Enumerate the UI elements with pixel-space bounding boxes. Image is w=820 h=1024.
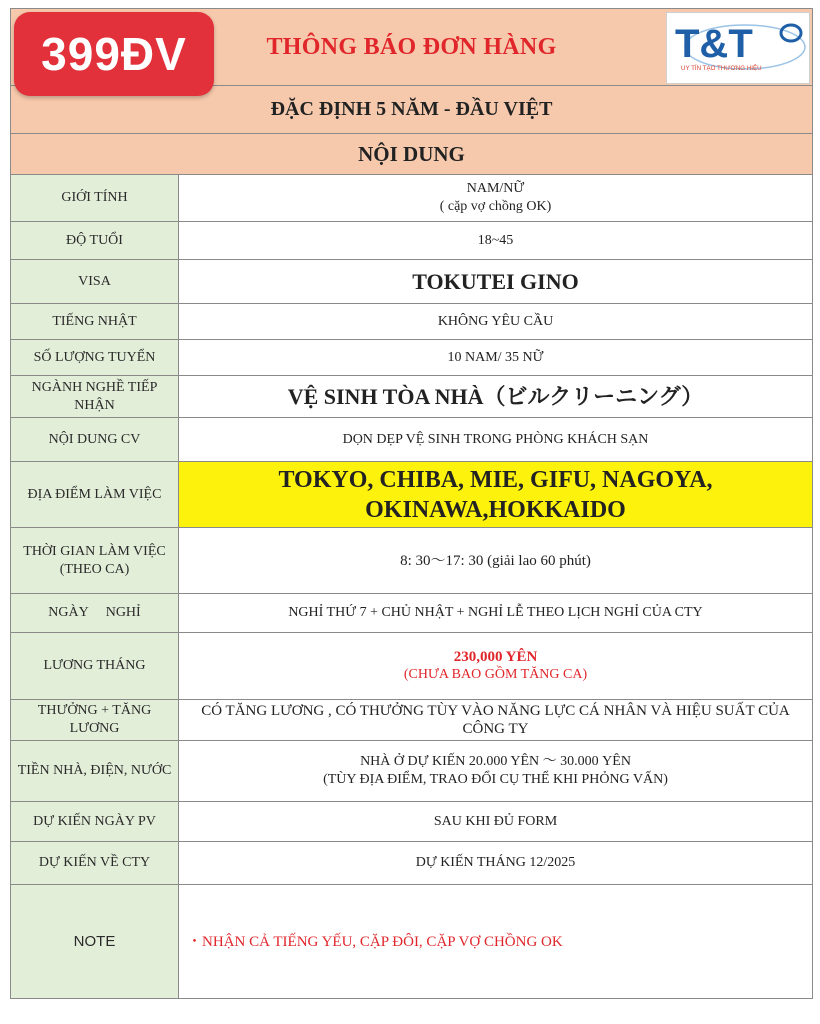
row-label-salary: LƯƠNG THÁNG: [11, 633, 179, 700]
row-label-visa: VISA: [11, 260, 179, 304]
job-notice-sheet: [10, 8, 812, 1008]
table-row: [11, 175, 813, 222]
row-label-company-arrival: DỰ KIẾN VỀ CTY: [11, 842, 179, 885]
row-label-age: ĐỘ TUỔI: [11, 222, 179, 260]
section-title: NỘI DUNG: [11, 134, 813, 175]
housing-note: (TÙY ĐỊA ĐIỂM, TRAO ĐỔI CỤ THỂ KHI PHỎNG VẤN): [323, 772, 668, 787]
row-value-japanese: KHÔNG YÊU CẦU: [179, 304, 813, 340]
table-row: [11, 528, 813, 594]
page-subtitle: ĐẶC ĐỊNH 5 NĂM - ĐẦU VIỆT: [11, 86, 813, 134]
table-row: [11, 741, 813, 802]
row-value-company-arrival: DỰ KIẾN THÁNG 12/2025: [179, 842, 813, 885]
location-line-2: OKINAWA,HOKKAIDO: [365, 496, 626, 523]
row-label-industry: NGÀNH NGHỀ TIẾP NHẬN: [11, 376, 179, 418]
table-row: [11, 700, 813, 741]
row-label-days-off: NGÀY NGHỈ: [11, 594, 179, 633]
logo-tagline: UY TÍN TẠO THƯƠNG HIỆU: [681, 65, 762, 72]
row-label-interview-date: DỰ KIẾN NGÀY PV: [11, 802, 179, 842]
table-row: [11, 594, 813, 633]
gender-value: NAM/NỮ: [466, 181, 525, 196]
row-label-note: NOTE: [11, 885, 179, 999]
row-value-location: [179, 462, 813, 528]
company-logo: [666, 12, 810, 84]
table-row: [11, 304, 813, 340]
row-value-work-time: 8: 30〜17: 30 (giải lao 60 phút): [179, 528, 813, 594]
row-value-industry: VỆ SINH TÒA NHÀ（ビルクリーニング）: [179, 376, 813, 418]
table-row: [11, 260, 813, 304]
table-row: [11, 376, 813, 418]
row-label-quantity: SỐ LƯỢNG TUYỂN: [11, 340, 179, 376]
table-row: [11, 222, 813, 260]
salary-note: (CHƯA BAO GỒM TĂNG CA): [403, 667, 588, 682]
table-row: [11, 418, 813, 462]
row-value-bonus: CÓ TĂNG LƯƠNG , CÓ THƯỞNG TÙY VÀO NĂNG LỰC CÁ NHÂN VÀ HIỆU SUẤT CỦA CÔNG TY: [179, 700, 813, 741]
table-row: [11, 885, 813, 999]
page-title: THÔNG BÁO ĐƠN HÀNG: [11, 9, 813, 86]
section-header-row: [11, 134, 813, 175]
table-row: [11, 842, 813, 885]
job-notice-table: [10, 8, 813, 999]
row-label-japanese: TIẾNG NHẬT: [11, 304, 179, 340]
row-value-salary: [179, 633, 813, 700]
row-value-quantity: 10 NAM/ 35 NỮ: [179, 340, 813, 376]
table-row: [11, 633, 813, 700]
row-value-visa: TOKUTEI GINO: [179, 260, 813, 304]
row-value-days-off: NGHỈ THỨ 7 + CHỦ NHẬT + NGHỈ LỄ THEO LỊCH NGHỈ CỦA CTY: [179, 594, 813, 633]
row-label-job-content: NỘI DUNG CV: [11, 418, 179, 462]
table-row: [11, 340, 813, 376]
row-value-interview-date: SAU KHI ĐỦ FORM: [179, 802, 813, 842]
row-value-housing: [179, 741, 813, 802]
row-label-location: ĐỊA ĐIỂM LÀM VIỆC: [11, 462, 179, 528]
row-value-age: 18~45: [179, 222, 813, 260]
row-value-gender: [179, 175, 813, 222]
salary-amount: 230,000 YÊN: [453, 649, 538, 665]
row-label-gender: GIỚI TÍNH: [11, 175, 179, 222]
row-label-bonus: THƯỞNG + TĂNG LƯƠNG: [11, 700, 179, 741]
housing-cost: NHÀ Ở DỰ KIẾN 20.000 YÊN 〜 30.000 YÊN: [360, 754, 631, 769]
row-label-work-time: THỜI GIAN LÀM VIỆC (THEO CA): [11, 528, 179, 594]
gender-note: ( cặp vợ chồng OK): [439, 199, 552, 214]
logo-mark: T&T: [675, 22, 753, 66]
row-value-note: ・NHẬN CẢ TIẾNG YẾU, CẶP ĐÔI, CẶP VỢ CHỒNG OK: [179, 885, 813, 999]
row-label-housing: TIỀN NHÀ, ĐIỆN, NƯỚC: [11, 741, 179, 802]
location-line-1: TOKYO, CHIBA, MIE, GIFU, NAGOYA,: [278, 466, 713, 493]
order-code-badge: 399ĐV: [14, 12, 214, 96]
table-row: [11, 462, 813, 528]
row-value-job-content: DỌN DẸP VỆ SINH TRONG PHÒNG KHÁCH SẠN: [179, 418, 813, 462]
tt-logo-icon: [667, 13, 809, 83]
table-row: [11, 802, 813, 842]
